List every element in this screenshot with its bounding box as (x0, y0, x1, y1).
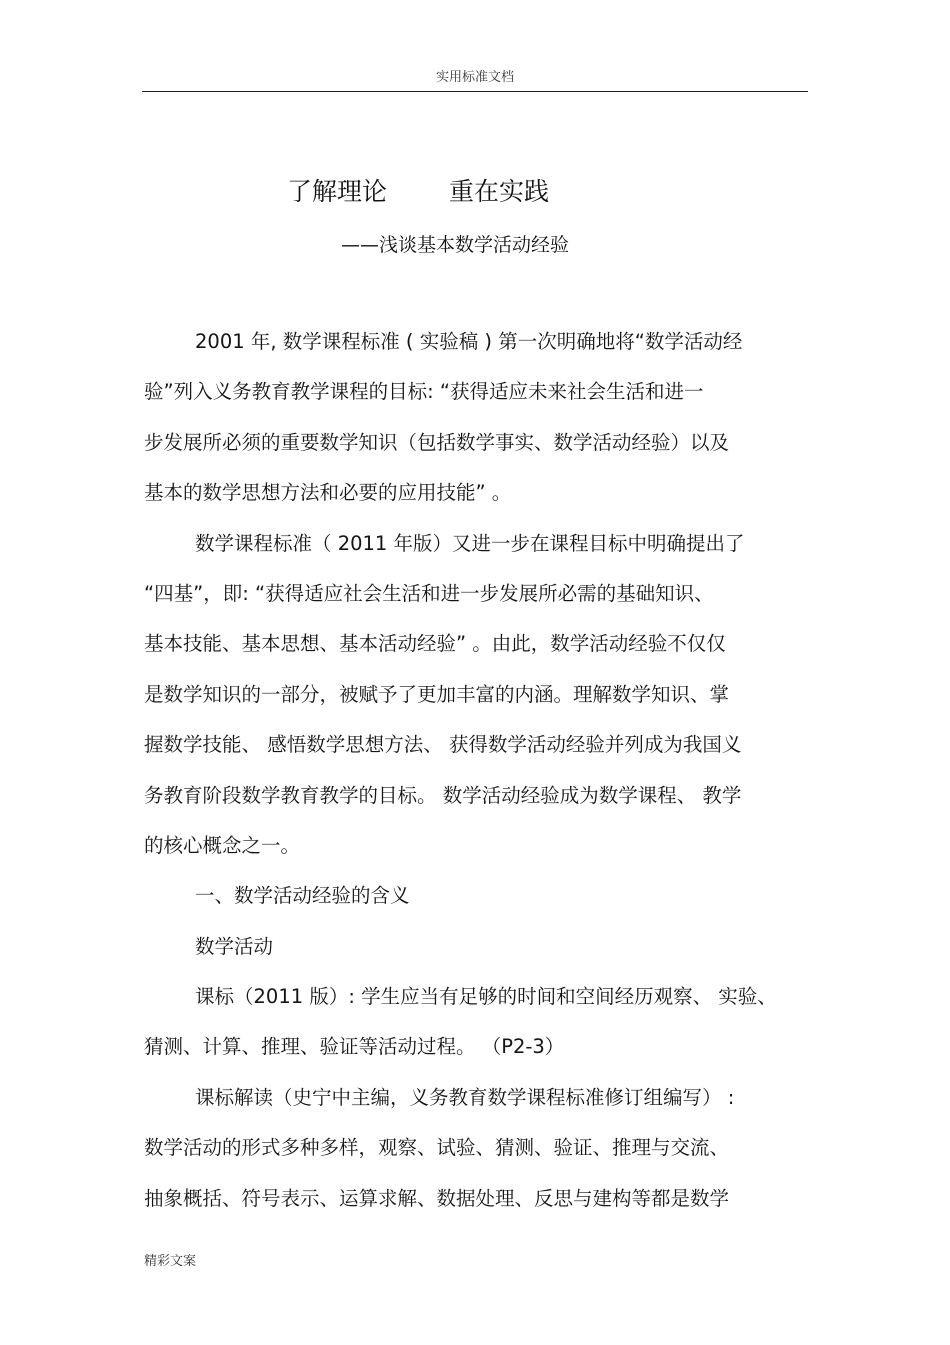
document-subtitle: ——浅谈基本数学活动经验 (341, 234, 570, 256)
body-line: 务教育阶段数学教育教学的目标。 数学活动经验成为数学课程、 教学 (144, 783, 742, 807)
body-line: 一、数学活动经验的含义 (195, 884, 410, 908)
page-header: 实用标准文档 (435, 70, 514, 85)
body-line: 步发展所必须的重要数学知识（包括数学事实、数学活动经验）以及 (144, 430, 730, 454)
body-line: 数学活动 (195, 934, 274, 958)
page-footer: 精彩文案 (144, 1254, 197, 1269)
body-line: 验”列入义务教育教学课程的目标: “获得适应未来社会生活和进一 (144, 380, 704, 404)
body-line: 课标（2011 版）: 学生应当有足够的时间和空间经历观察、 实验、 (195, 985, 777, 1009)
title-part-left: 了解理论 (287, 177, 388, 206)
body-line: 课标解读（史宁中主编，义务教育数学课程标准修订组编写） : (195, 1085, 735, 1109)
body-line: “四基”，即: “获得适应社会生活和进一步发展所必需的基础知识、 (144, 581, 714, 605)
body-line: 2001 年, 数学课程标准 ( 实验稿 ) 第一次明确地将“数学活动经 (195, 330, 743, 353)
header-divider (142, 91, 808, 92)
body-line: 数学活动的形式多种多样，观察、试验、猜测、验证、推理与交流、 (144, 1136, 730, 1160)
body-line: 是数学知识的一部分，被赋予了更加丰富的内涵。理解数学知识、掌 (144, 682, 730, 706)
document-title (287, 172, 549, 208)
body-line: 数学课程标准（ 2011 年版）又进一步在课程目标中明确提出了 (195, 531, 745, 555)
body-line: 猜测、计算、推理、验证等活动过程。 （P2-3） (144, 1035, 565, 1059)
body-line: 基本技能、基本思想、基本活动经验” 。由此，数学活动经验不仅仅 (144, 632, 726, 656)
body-line: 的核心概念之一。 (144, 833, 301, 857)
body-line: 基本的数学思想方法和必要的应用技能” 。 (144, 481, 512, 505)
title-part-right: 重在实践 (449, 177, 550, 206)
body-line: 抽象概括、符号表示、运算求解、数据处理、反思与建构等都是数学 (144, 1186, 730, 1210)
body-text (144, 325, 809, 1232)
body-line: 握数学技能、 感悟数学思想方法、 获得数学活动经验并列成为我国义 (144, 733, 742, 757)
